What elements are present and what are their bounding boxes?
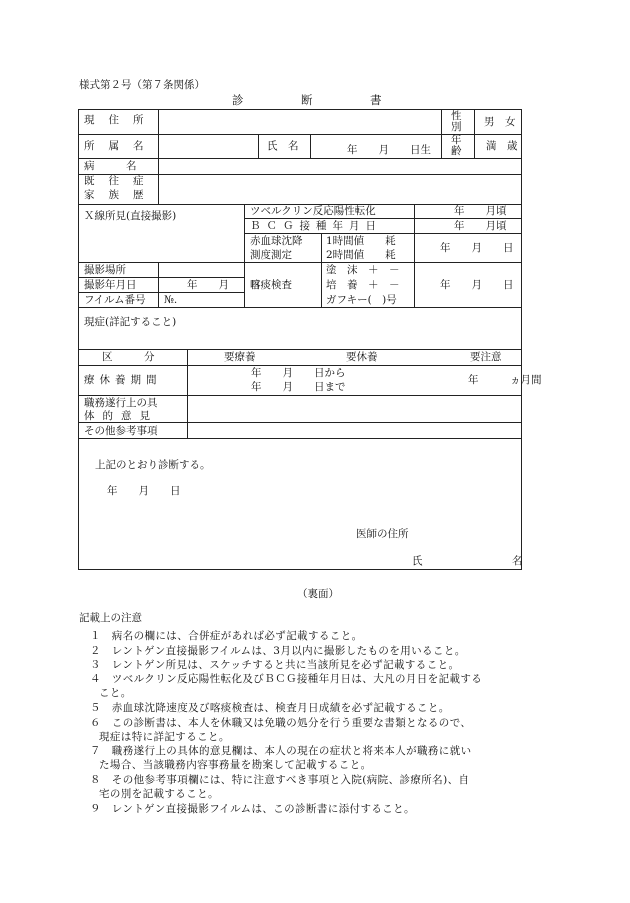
note-item: 宅の別を記載すること。 [99, 788, 219, 800]
col-needs-rest: 要休養 [346, 351, 378, 363]
current-condition-label: 現症(詳記すること) [84, 316, 177, 328]
xray-label: Ｘ線所見(直接撮影) [84, 210, 177, 222]
note-item: 現症は特に詳記すること。 [99, 731, 230, 743]
note-item: ６ この診断書は、本人を休職又は免職の処分を行う重要な書類となるので、 [90, 717, 472, 729]
name-label: 氏 名 [267, 140, 299, 152]
esr-1h: 1時間値 耗 [326, 235, 396, 247]
category-header: 区 分 [102, 351, 155, 363]
culture: 培 養 ＋ － [326, 279, 400, 291]
disease-label: 病 名 [84, 160, 137, 172]
back-side-label: （裏面） [297, 588, 339, 600]
date-label: 撮影年月日 [84, 279, 137, 291]
note-item: １ 病名の欄には、合併症があれば必ず記載すること。 [90, 630, 363, 642]
opinion-label-2: 体的意見 [84, 410, 158, 422]
sex-label-bottom: 別 [451, 121, 462, 133]
esr-date: 年 月 日 [440, 242, 514, 254]
note-item: ４ ツベルクリン反応陽性転化及びＢＣＧ接種年月日は、大凡の月日を記載する [90, 673, 483, 685]
note-item: ３ レントゲン所見は、スケッチすると共に当該所見を必ず記載すること。 [90, 659, 460, 671]
form-number: 様式第２号（第７条関係） [79, 79, 205, 91]
birth-date: 年 月 日生 [347, 144, 431, 156]
tuberculin-value: 年 月頃 [454, 205, 507, 217]
doctor-name-label: 氏 [412, 555, 423, 567]
affiliation-label: 所属名 [84, 140, 158, 152]
place-label: 撮影場所 [84, 264, 126, 276]
gaffky: ガフキー( )号 [326, 294, 397, 306]
period-months: 年 ヵ月間 [468, 374, 542, 386]
period-until: 年 月 日まで [251, 381, 346, 393]
doctor-address-label: 医師の住所 [356, 528, 409, 540]
esr-2h: 2時間値 耗 [326, 249, 396, 261]
note-item: ８ その他参考事項欄には、特に注意すべき事項と入院(病院、診療所名)、自 [90, 774, 470, 786]
col-needs-caution: 要注意 [470, 351, 502, 363]
sex-label-top: 性 [451, 110, 462, 122]
tuberculin-label: ツベルクリン反応陽性転化 [250, 205, 376, 217]
film-number: №. [164, 294, 178, 306]
sputum-date: 年 月 日 [440, 279, 514, 291]
age-label-top: 年 [451, 134, 462, 146]
bcg-label: ＢＣＧ接種年月日 [250, 220, 382, 232]
doctor-name-label-2: 名 [512, 555, 523, 567]
notes-title: 記載上の注意 [79, 612, 142, 624]
date-value: 年 月 日 [187, 279, 261, 291]
diagnosis-statement: 上記のとおり診断する。 [95, 459, 211, 471]
bcg-value: 年 月頃 [454, 220, 507, 232]
sex-value: 男 女 [484, 116, 516, 128]
opinion-label: 職務遂行上の具 [84, 397, 158, 409]
note-item: ５ 赤血球沈降速度及び喀痰検査は、検査月日成績を必ず記載すること。 [90, 702, 450, 714]
history-label: 既往症 [84, 175, 158, 187]
period-from: 年 月 日から [251, 367, 346, 379]
other-label: その他参考事項 [84, 425, 158, 437]
document-title: 診 断 書 [232, 93, 382, 107]
col-needs-treatment: 要療養 [224, 351, 256, 363]
family-history-label: 家族歴 [84, 189, 158, 201]
note-item: ９ レントゲン直接撮影フイルムは、この診断書に添付すること。 [90, 803, 415, 815]
note-item: こと。 [99, 687, 132, 699]
smear: 塗 沫 ＋ － [326, 264, 400, 276]
age-label-bottom: 齢 [451, 145, 462, 157]
period-label: 療休養期間 [84, 374, 162, 386]
sputum-label: 喀痰検査 [250, 279, 292, 291]
note-item: ７ 職務遂行上の具体的意見欄は、本人の現在の症状と将来本人が職務に就い [90, 745, 472, 757]
esr-label-2: 測度測定 [250, 249, 292, 261]
film-label: フイルム番号 [84, 294, 146, 306]
age-value: 満 歳 [486, 140, 518, 152]
esr-label: 赤血球沈降 [250, 235, 303, 247]
note-item: た場合、当該職務内容事務量を勘案して記載すること。 [99, 759, 372, 771]
diagnosis-date: 年 月 日 [107, 485, 181, 497]
address-label: 現住所 [84, 114, 158, 126]
note-item: ２ レントゲン直接撮影フイルムは、3月以内に撮影したものを用いること。 [90, 645, 466, 657]
